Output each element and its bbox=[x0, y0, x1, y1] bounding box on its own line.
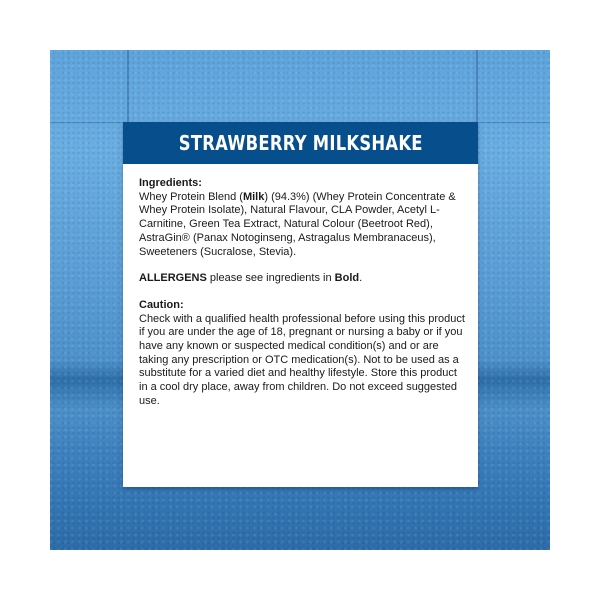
product-info-card bbox=[123, 122, 478, 487]
ingredients-part: ) (94.3%) (Whey Protein Concentrate & Whey Protein Isolate), Natural Flavour, CLA Powder, Acetyl L-Carnitine, Green Tea Extract, Natural Colour (Beetroot Red), AstraGin® (Panax Notoginseng, Astragalus Membranaceus), Sweeteners (Sucralose, Stevia). bbox=[139, 190, 456, 258]
caution-text: Check with a qualified health professional before using this product if you are under the age of 18, pregnant or nursing a baby or if you have any known or suspected medical condition(s) and or are taking any prescription or OTC medication(s). Not to be used as a substitute for a varied diet and healthy lifestyle. Store this product in a cool dry place, away from children. Do not exceed suggested use. bbox=[139, 312, 465, 407]
ingredients-heading: Ingredients: bbox=[139, 177, 202, 189]
allergens-end: . bbox=[359, 272, 363, 285]
product-title: STRAWBERRY MILKSHAKE bbox=[178, 131, 423, 155]
allergen-milk: Milk bbox=[242, 190, 265, 203]
allergens-text: please see ingredients in bbox=[206, 272, 335, 285]
ingredients-part: Whey Protein Blend ( bbox=[139, 190, 243, 203]
card-header bbox=[123, 122, 478, 164]
allergens-label: ALLERGENS bbox=[139, 272, 207, 285]
allergens-bold-word: Bold bbox=[334, 272, 360, 285]
caution-heading: Caution: bbox=[139, 298, 184, 311]
ingredients-text bbox=[139, 191, 466, 260]
allergens-note bbox=[139, 272, 466, 286]
card-body bbox=[123, 164, 478, 409]
